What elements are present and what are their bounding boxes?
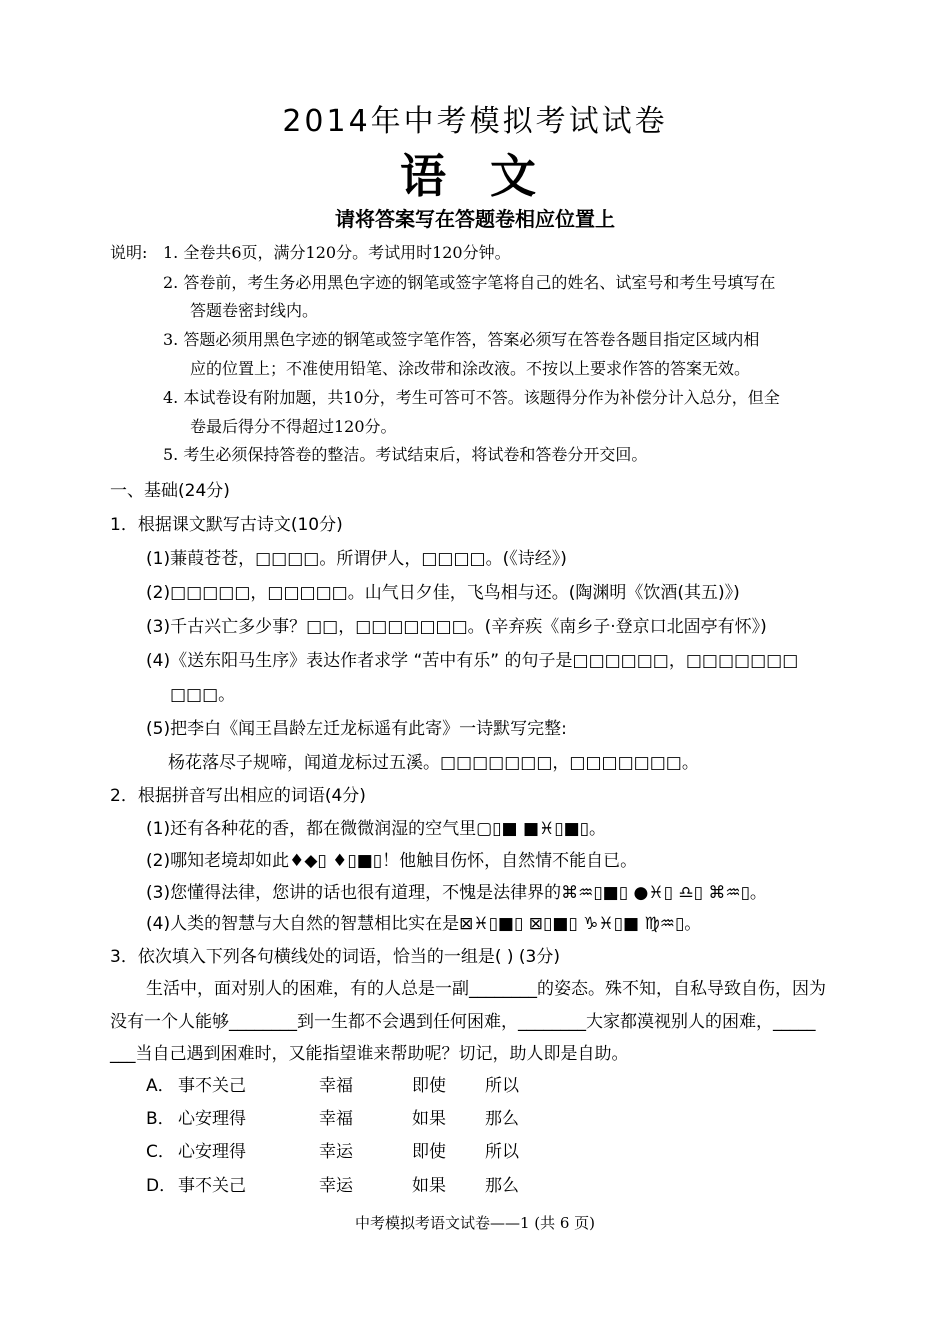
note-line: 5. 考生必须保持答卷的整洁。考试结束后，将试卷和答卷分开交回。 [163,445,648,464]
question-line: (2)哪知老境却如此♦◆▯ ♦▯■▯！他触目伤怀，自然情不能自已。 [146,851,638,871]
question-line: (3)千古兴亡多少事？□□，□□□□□□□。(辛弃疾《南乡子·登京口北固亭有怀》) [146,617,767,637]
passage-line: 没有一个人能够________到一生都不会遇到任何困难，________大家都漠视别人的困难，_____ [110,1012,816,1032]
note-line: 1. 全卷共6页，满分120分。考试用时120分钟。 [163,243,511,262]
note-line: 答题卷密封线内。 [190,301,319,320]
note-line: 4. 本试卷设有附加题，共10分，考生可答可不答。该题得分作为补偿分计入总分，但全 [163,388,780,407]
option-word: 所以 [485,1076,519,1096]
option-word: 事不关己 [178,1176,246,1196]
option-word: 幸运 [319,1176,353,1196]
option-word: 心安理得 [178,1109,246,1129]
option-letter: C． [146,1142,175,1162]
answer-instruction: 请将答案写在答题卷相应位置上 [335,207,615,231]
option-word: 如果 [412,1109,446,1129]
option-letter: D． [146,1176,177,1196]
option-word: 幸福 [319,1109,353,1129]
question-3-title: 3．依次填入下列各句横线处的词语，恰当的一组是( ) (3分) [110,947,560,967]
section-heading: 一、基础(24分) [110,481,230,501]
option-letter: B． [146,1109,175,1129]
question-1-title: 1．根据课文默写古诗文(10分) [110,515,343,535]
question-line: (5)把李白《闻王昌龄左迁龙标遥有此寄》一诗默写完整: [146,719,567,739]
option-word: 事不关己 [178,1076,246,1096]
option-word: 所以 [485,1142,519,1162]
question-line: 杨花落尽子规啼，闻道龙标过五溪。□□□□□□□，□□□□□□□。 [168,753,699,773]
option-word: 如果 [412,1176,446,1196]
exam-title: 2014年中考模拟考试试卷 [282,104,668,139]
subject-title: 语 文 [399,149,550,203]
page-footer: 中考模拟考语文试卷——1 (共 6 页) [354,1214,596,1232]
option-word: 幸运 [319,1142,353,1162]
question-line: (2)□□□□□，□□□□□。山气日夕佳，飞鸟相与还。(陶渊明《饮酒(其五)》) [146,583,740,603]
question-line: (1)还有各种花的香，都在微微润湿的空气里▢▯■ ■♓▯■▯。 [146,819,607,839]
option-word: 即使 [412,1142,446,1162]
note-line: 2. 答卷前，考生务必用黑色字迹的钢笔或签字笔将自己的姓名、试室号和考生号填写在 [163,273,776,292]
note-line: 应的位置上；不准使用铅笔、涂改带和涂改液。不按以上要求作答的答案无效。 [190,359,751,378]
question-line: □□□。 [170,685,236,705]
option-letter: A． [146,1076,175,1096]
passage-line: ___当自己遇到困难时，又能指望谁来帮助呢？切记，助人即是自助。 [110,1044,629,1064]
passage-line: 生活中，面对别人的困难，有的人总是一副________的姿态。殊不知，自私导致自伤，因为 [146,979,826,999]
question-line: (4)《送东阳马生序》表达作者求学 “苦中有乐” 的句子是□□□□□□，□□□□□□□ [146,651,799,671]
question-line: (4)人类的智慧与大自然的智慧相比实在是⊠♓▯■▯ ⊠▯■▯ ♑♓▯■ ♍♒▯。 [146,914,702,934]
note-line: 卷最后得分不得超过120分。 [190,417,397,436]
option-word: 那么 [485,1176,519,1196]
notes-label: 说明: [110,243,148,262]
option-word: 那么 [485,1109,519,1129]
note-line: 3. 答题必须用黑色字迹的钢笔或签字笔作答，答案必须写在答卷各题目指定区域内相 [163,330,760,349]
question-line: (1)蒹葭苍苍，□□□□。所谓伊人，□□□□。(《诗经》) [146,549,567,569]
question-2-title: 2．根据拼音写出相应的词语(4分) [110,786,366,806]
option-word: 心安理得 [178,1142,246,1162]
option-word: 即使 [412,1076,446,1096]
option-word: 幸福 [319,1076,353,1096]
question-line: (3)您懂得法律，您讲的话也很有道理，不愧是法律界的⌘♒▯■▯ ●♓▯ ♎▯ ⌘♒▯。 [146,883,767,903]
